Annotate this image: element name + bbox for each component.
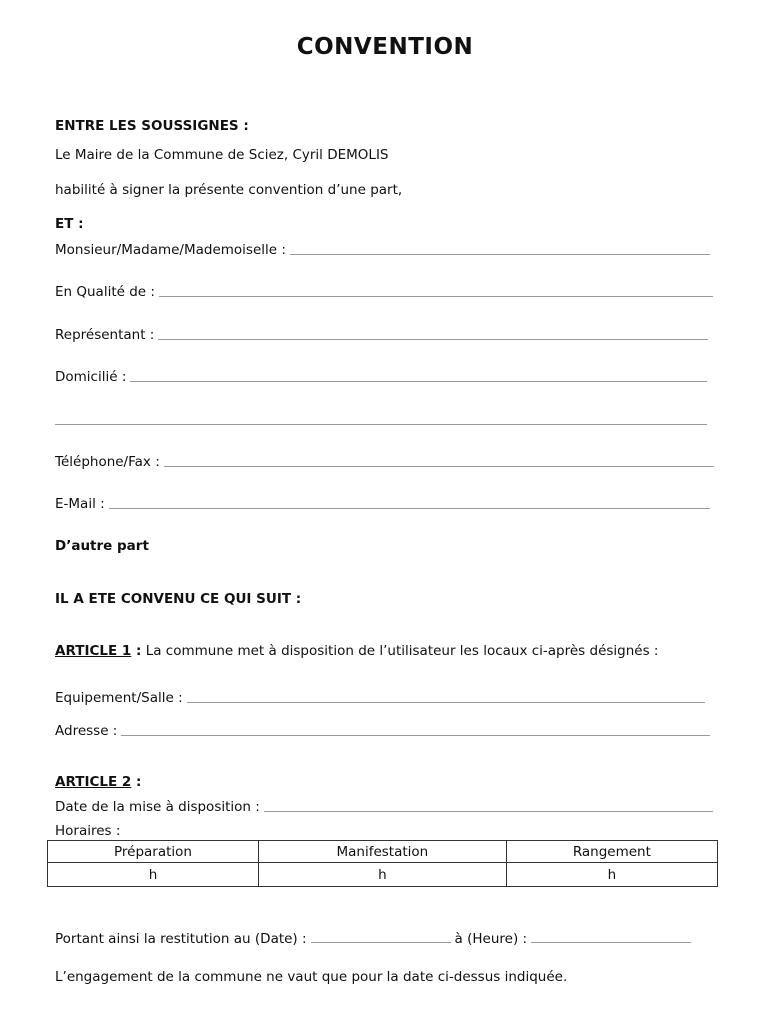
adresse-field[interactable] xyxy=(55,723,710,739)
telephone-blank[interactable] xyxy=(164,465,714,467)
adresse-label: Adresse : xyxy=(55,723,118,739)
engagement-text: L’engagement de la commune ne vaut que pour la date ci-dessus indiquée. xyxy=(55,969,568,985)
qualite-field[interactable] xyxy=(55,284,713,300)
header-preparation: Préparation xyxy=(48,841,259,863)
email-field[interactable] xyxy=(55,496,710,512)
header-rangement: Rangement xyxy=(506,841,717,863)
horaires-label: Horaires : xyxy=(55,823,121,839)
article1-text: La commune met à disposition de l’utilisateur les locaux ci-après désignés : xyxy=(141,643,659,659)
mayor-authority-line: habilité à signer la présente convention d’une part, xyxy=(55,182,403,198)
telephone-field[interactable] xyxy=(55,454,714,470)
table-header-row xyxy=(48,841,718,863)
restitution-date-label: Portant ainsi la restitution au (Date) : xyxy=(55,931,307,947)
monsieur-label: Monsieur/Madame/Mademoiselle : xyxy=(55,242,286,258)
email-blank[interactable] xyxy=(109,507,710,509)
cell-rangement[interactable]: h xyxy=(506,863,717,887)
date-field[interactable] xyxy=(55,799,713,815)
convenu-heading: IL A ETE CONVENU CE QUI SUIT : xyxy=(55,591,302,607)
domicile-label: Domicilié : xyxy=(55,369,127,385)
et-heading: ET : xyxy=(55,216,84,232)
article2-heading xyxy=(55,774,141,790)
parties-heading: ENTRE LES SOUSSIGNES : xyxy=(55,118,249,134)
restitution-heure-label: à (Heure) : xyxy=(454,931,528,947)
monsieur-blank[interactable] xyxy=(290,253,710,255)
telephone-label: Téléphone/Fax : xyxy=(55,454,160,470)
representant-field[interactable] xyxy=(55,327,708,343)
article1-label: ARTICLE 1 xyxy=(55,643,132,659)
monsieur-field[interactable] xyxy=(55,242,710,258)
date-label: Date de la mise à disposition : xyxy=(55,799,260,815)
domicile-blank[interactable] xyxy=(130,380,707,382)
domicile-second-blank[interactable] xyxy=(55,424,707,425)
article1-line xyxy=(55,643,658,659)
email-label: E-Mail : xyxy=(55,496,105,512)
article2-colon: : xyxy=(131,774,142,790)
table-row xyxy=(48,863,718,887)
representant-blank[interactable] xyxy=(158,338,708,340)
restitution-heure-blank[interactable] xyxy=(531,941,691,943)
autre-part-label: D’autre part xyxy=(55,538,149,554)
restitution-date-blank[interactable] xyxy=(311,941,451,943)
header-manifestation: Manifestation xyxy=(259,841,507,863)
equipement-field[interactable] xyxy=(55,690,705,706)
page-title: CONVENTION xyxy=(296,34,474,60)
adresse-blank[interactable] xyxy=(121,734,710,736)
horaires-table xyxy=(47,840,718,887)
article2-label: ARTICLE 2 xyxy=(55,774,132,790)
qualite-label: En Qualité de : xyxy=(55,284,155,300)
qualite-blank[interactable] xyxy=(159,295,713,297)
equipement-blank[interactable] xyxy=(187,701,705,703)
mayor-line: Le Maire de la Commune de Sciez, Cyril DEMOLIS xyxy=(55,147,389,163)
representant-label: Représentant : xyxy=(55,327,155,343)
cell-preparation[interactable]: h xyxy=(48,863,259,887)
domicile-field[interactable] xyxy=(55,369,707,385)
equipement-label: Equipement/Salle : xyxy=(55,690,183,706)
article1-colon: : xyxy=(131,643,142,659)
cell-manifestation[interactable]: h xyxy=(259,863,507,887)
restitution-line xyxy=(55,931,695,947)
date-blank[interactable] xyxy=(264,810,713,812)
